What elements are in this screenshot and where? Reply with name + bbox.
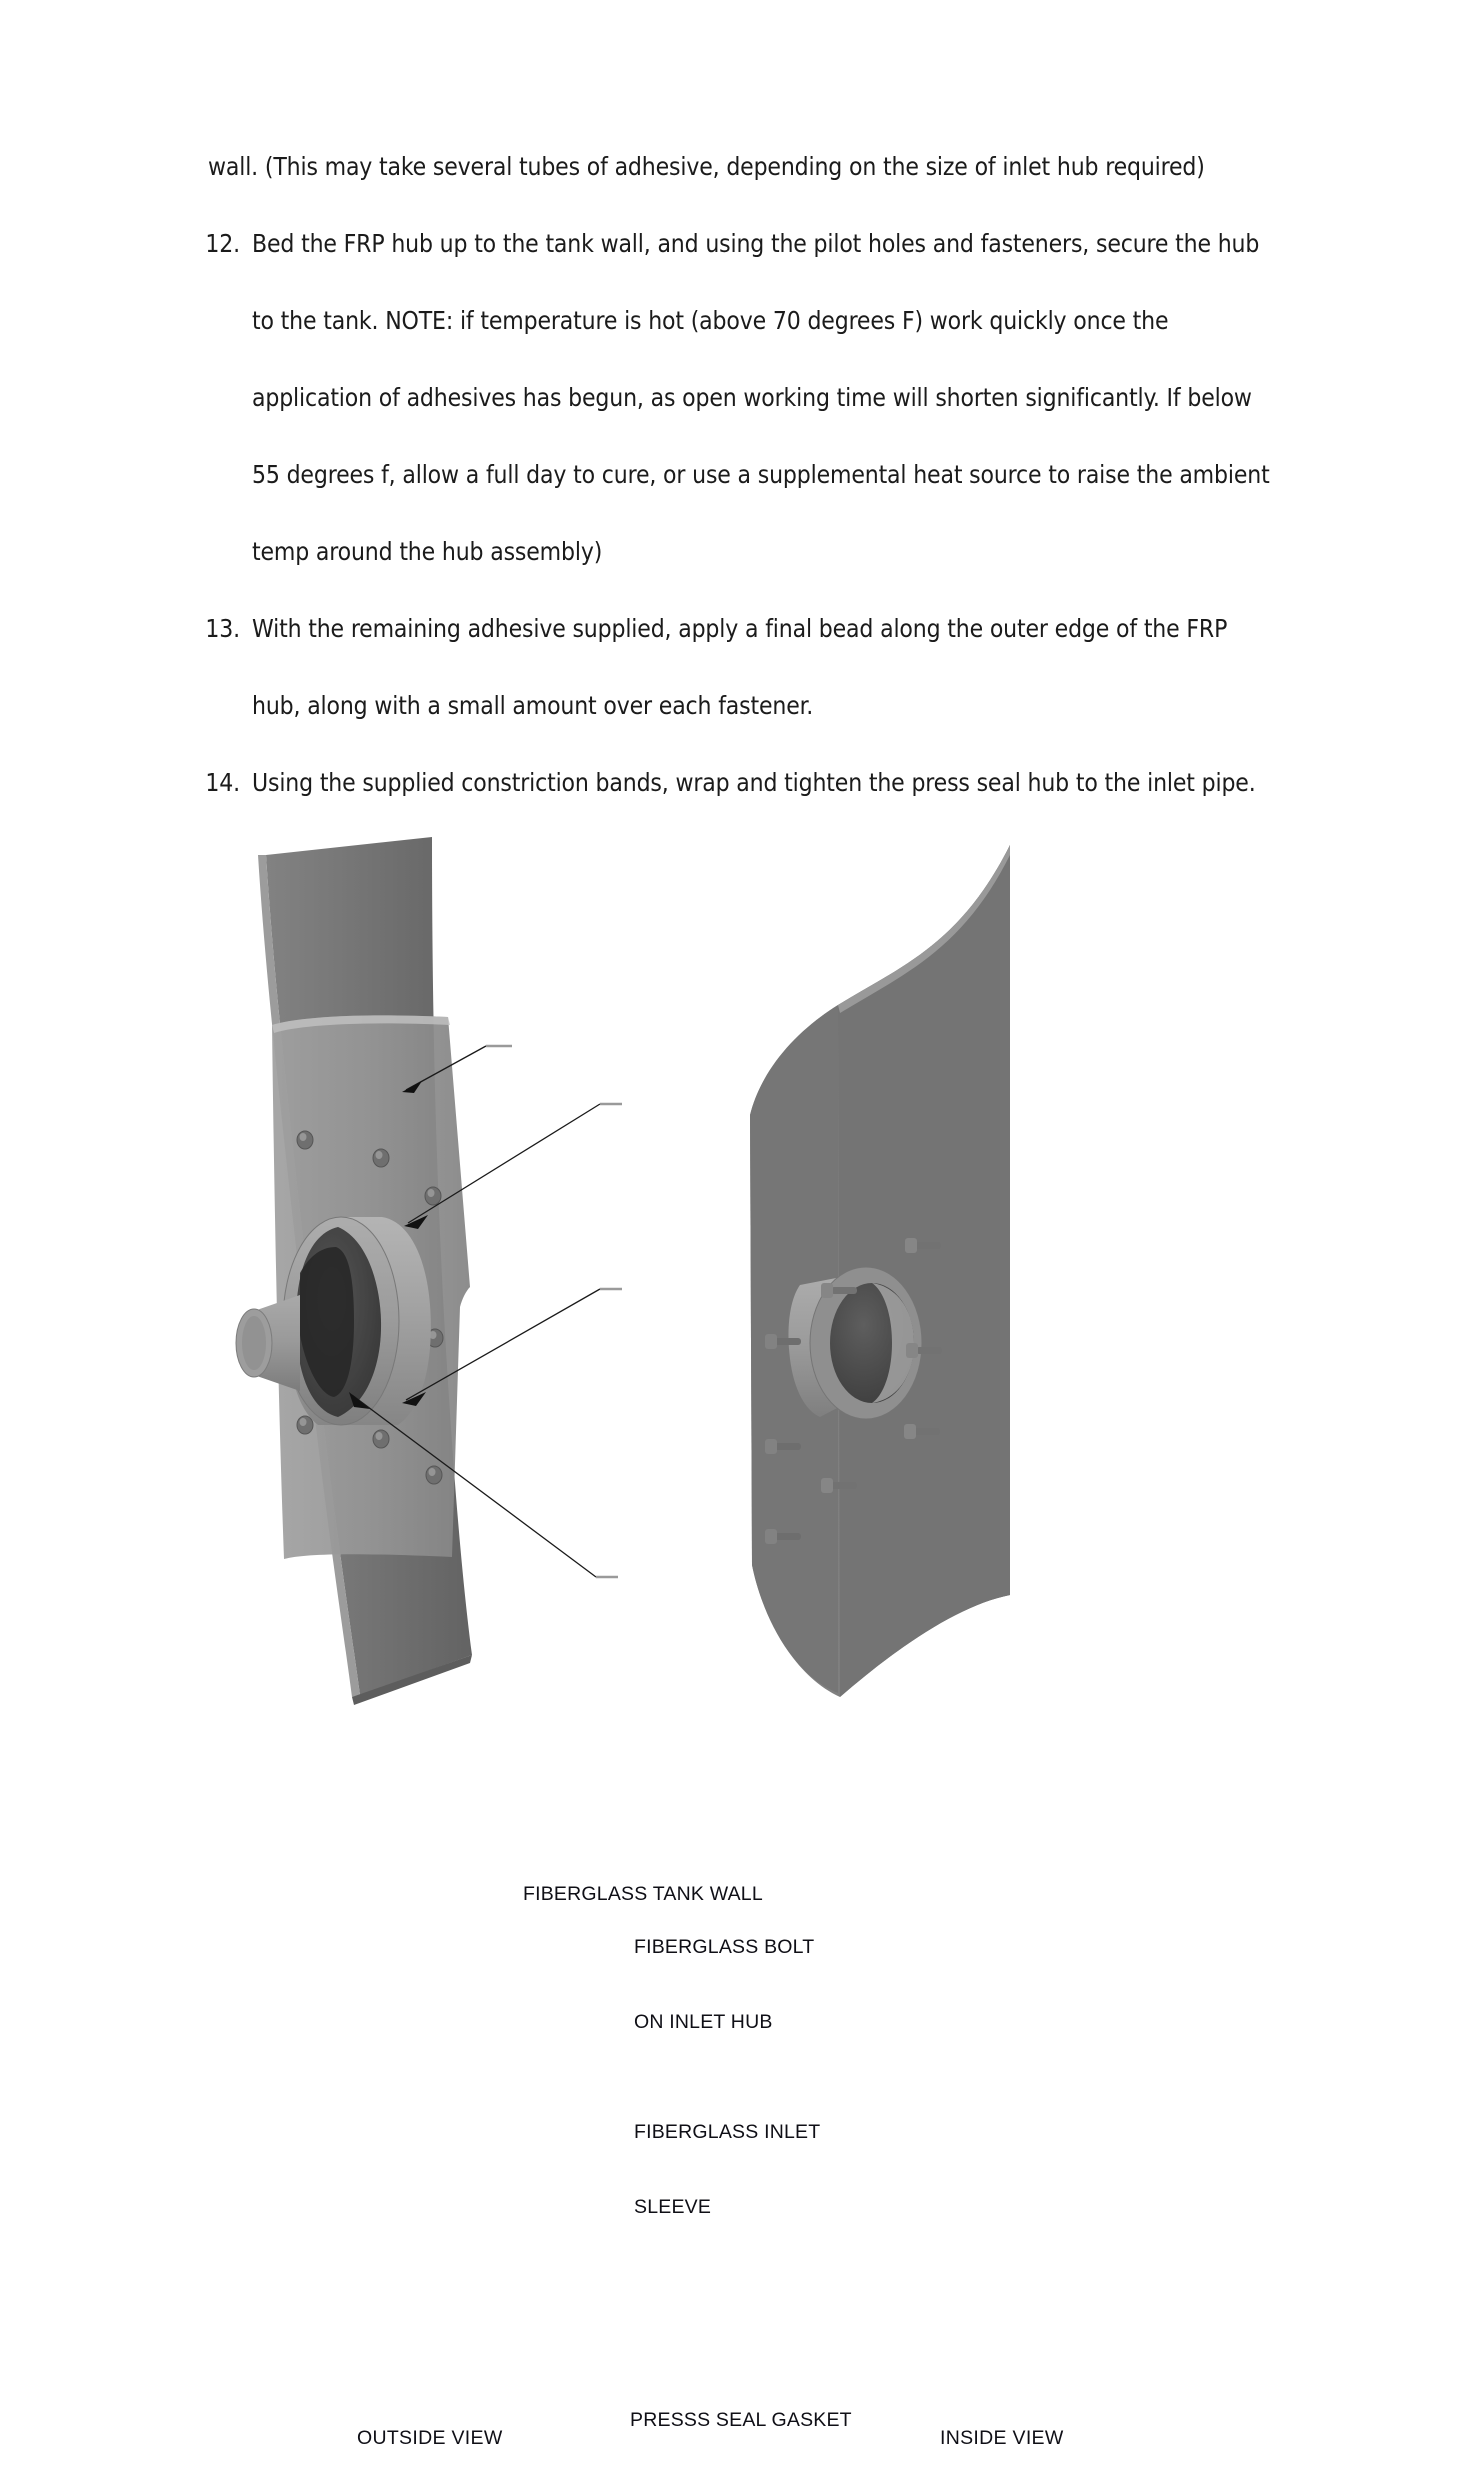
paragraph-text: wall. (This may take several tubes of adhesive, depending on the size of inlet hub required) — [208, 152, 1205, 181]
callout-fiberglass-inlet-sleeve — [634, 2070, 820, 2270]
assembly-figure — [0, 955, 1479, 2449]
list-item-number: 12. — [205, 229, 240, 258]
list-item-text: Bed the FRP hub up to the tank wall, and using the pilot holes and fasteners, secure the hub to the tank. NOTE: if temperature is hot (above 70 degrees F) work quickly once the application of adhesives has begun, as open working time will shorten significantly. If below 55 degrees f, allow a full day to cure, or use a supplemental heat source to raise the ambient temp around the hub assembly) — [252, 229, 1270, 566]
callout-line-1: FIBERGLASS BOLT — [634, 1936, 815, 1958]
list-item-13 — [205, 590, 1278, 744]
list-item-14 — [205, 744, 1278, 821]
instruction-list — [205, 128, 1278, 821]
paragraph-continuation — [208, 128, 1278, 205]
list-item-text: With the remaining adhesive supplied, apply a final bead along the outer edge of the FRP hub, along with a small amount over each fastener. — [252, 614, 1228, 720]
callout-line-2: ON INLET HUB — [634, 2011, 773, 2033]
callout-line-1: PRESSS SEAL GASKET — [630, 2409, 852, 2431]
list-item-number: 13. — [205, 614, 240, 643]
callout-line-1: FIBERGLASS TANK WALL — [523, 1883, 763, 1905]
callout-line-1: FIBERGLASS INLET — [634, 2121, 821, 2143]
list-item-12 — [205, 205, 1278, 590]
caption-inside-view: INSIDE VIEW — [940, 2427, 1064, 2449]
caption-outside-view: OUTSIDE VIEW — [357, 2427, 503, 2449]
inside-view-assembly — [750, 845, 1010, 1697]
callout-fiberglass-bolt-on-inlet-hub — [634, 1885, 814, 2085]
assembly-drawing — [0, 955, 1479, 1715]
inlet-pipe-bore — [242, 1316, 266, 1370]
outside-view-assembly — [236, 837, 472, 1705]
list-item-number: 14. — [205, 768, 240, 797]
list-item-text: Using the supplied constriction bands, wrap and tighten the press seal hub to the inlet pipe. — [252, 768, 1256, 797]
callout-presss-seal-gasket — [630, 2358, 852, 2483]
callout-line-2: SLEEVE — [634, 2196, 712, 2218]
